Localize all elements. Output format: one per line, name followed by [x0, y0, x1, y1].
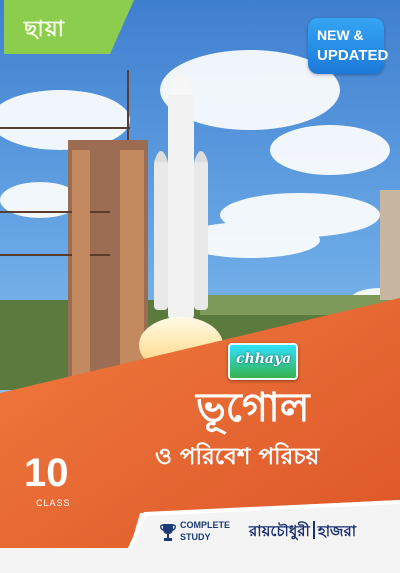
book-title: ভূগোল [196, 385, 310, 431]
complete-study-line2: STUDY [180, 532, 211, 542]
authors [249, 520, 356, 545]
author-first: রায়চৌধুরী [249, 522, 310, 540]
author-separator [313, 521, 315, 539]
badge-line1: NEW & [317, 27, 364, 43]
author-second: হাজরা [317, 522, 357, 540]
class-number: 10 [24, 451, 69, 495]
new-updated-badge [308, 18, 389, 74]
publisher-logo [228, 343, 298, 380]
complete-study-line1: COMPLETE [180, 520, 231, 530]
book-subtitle: ও পরিবেশ পরিচয় [155, 444, 320, 470]
trophy-icon [160, 522, 176, 542]
badge-line2: UPDATED [317, 47, 389, 64]
publisher-logo-text: chhaya [236, 351, 292, 367]
complete-study-label [158, 520, 231, 544]
publisher-tag: ছায়া [24, 17, 66, 42]
class-label: CLASS [36, 498, 71, 508]
